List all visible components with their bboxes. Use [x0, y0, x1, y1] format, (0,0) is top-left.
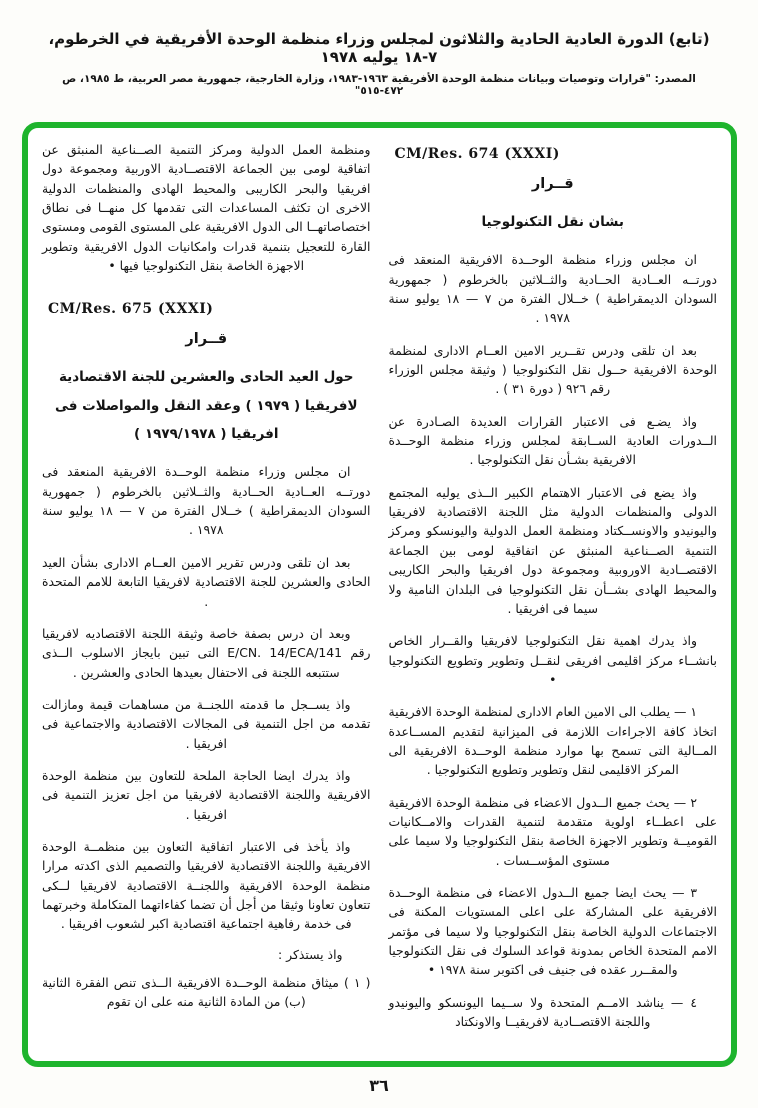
- session-title: (تابع) الدورة العادية الحادية والثلاثون لمجلس وزراء منظمة الوحدة الأفريقية في الخرطوم، ٧-١٨ يوليه ١٩٧٨: [48, 30, 710, 66]
- scanned-document-page: [0, 30, 758, 1108]
- recall-item-1: ( ١ ) ميثاق منظمة الوحــدة الافريقية الــذى تنص الفقرة الثانية (ب) من المادة الثانية منه على ان تقوم: [42, 974, 371, 1009]
- resolution-674-heading: قــرار: [531, 176, 574, 192]
- resolution-674-title: بشان نقل التكنولوجيا: [481, 214, 624, 230]
- paragraph: وبعد ان درس بصفة خاصة وثيقة اللجنة الاقتصاديه لافريقيا رقم E/CN. 14/ECA/141 التى تبين بايجاز الاسلوب الــذى ستتبعه اللجنة فى الاحتفال بعيدها الحادى والعشرين .: [42, 625, 371, 680]
- document-green-frame: [22, 122, 737, 1067]
- paragraph-continuation: ومنظمة العمل الدولية ومركز التنمية الصــناعية المنبثق عن اتفاقية لومى بين الجماعة الاقتصــادية الاوربية ومجموعة دول افريقيا والبحر الكاريبى والمحيط الهادى والمنظمات الدولية الاخرى ان تكثف المساعدات التى تقدمها كل منهــا فى نطاق اختصاصاتهــا الى الدول الافريقية على المستوى القومى ومستوى القارة للتعجيل بتنمية قدرات وامكانيات الدول الافريقية وتطوير الاجهزة الخاصة بنقل التكنولوجيا فيها •: [41, 142, 371, 274]
- column-right-res674: [389, 140, 718, 1049]
- page-number: ٣٦: [369, 1076, 389, 1095]
- recall-label: واذ يستذكر :: [278, 946, 343, 962]
- source-citation: المصدر: "قرارات وتوصيات وبيانات منظمة الوحدة الأفريقية ١٩٦٣-١٩٨٣، وزارة الخارجية، جمهورية مصر العربية، ط ١٩٨٥، ص ٤٧٢-٥١٥": [62, 73, 696, 97]
- paragraph: واذ يدرك اهمية نقل التكنولوجيا لافريقيا والقــرار الخاص بانشــاء مركز اقليمى افريقى لنقــل وتطوير وتطويع التكنولوجيا •: [388, 633, 717, 687]
- paragraph: بعد ان تلقى ودرس تقرير الامين العــام الادارى بشأن العيد الحادى والعشرين للجنة الاقتصادية لافريقيا التابعة للامم المتحدة .: [42, 554, 371, 609]
- paragraph: واذ يســجل ما قدمته اللجنــة من مساهمات قيمة ومازالت تقدمه من اجل التنمية فى المجالات الاقتصادية والاجتماعية فى افريقيا .: [42, 696, 371, 751]
- paragraph-operative-4: ٤ — يناشد الامــم المتحدة ولا ســيما اليونسكو واليونيدو واللجنة الاقتصــادية لافريقيــا والاونكتاد: [388, 994, 697, 1030]
- paragraph: واذ يأخذ فى الاعتبار اتفاقية التعاون بين منظمــة الوحدة الافريقية واللجنة الاقتصادية لافريقيا والتصميم الذى اكدته مرارا منظمة الوحدة الافريقية واللجنــة الاقتصادية لافريقيا لــكى تتعاون تعاونا وثيقا من أجل أن تضما كفاءاتهما المتكاملة وخبرتهما فى خدمة رفاهية اجتماعية اقتصادية اكبر لشعوب افريقيا .: [42, 838, 371, 932]
- paragraph: واذ يدرك ايضا الحاجة الملحة للتعاون بين منظمة الوحدة الافريقية واللجنة الاقتصادية لافريقيا من اجل تعزيز التنمية فى افريقيا .: [42, 767, 371, 822]
- column-left-res675: [42, 140, 371, 1049]
- resolution-675-ref: CM/Res. 675 (XXXI): [48, 301, 214, 318]
- two-column-layout: [28, 128, 731, 1061]
- paragraph: بعد ان تلقى ودرس تقــرير الامين العــام الادارى لمنظمة الوحدة الافريقية حــول نقل التكنولوجيا ( وثيقة مجلس الوزراء رقم ٩٢٦ ( دورة ٣١ ) .: [388, 342, 717, 397]
- paragraph-operative-1: ١ — يطلب الى الامين العام الادارى لمنظمة الوحدة الافريقية اتخاذ كافة الاجراءات اللازمة فى الميزانية لتقديم المســاعدة المــالية التى تسمح بها موارد منظمة الوحــدة الافريقية الى المركز الاقليمى لنقل وتطوير وتطويع التكنولوجيا .: [388, 704, 717, 778]
- paragraph: واذ يضع فى الاعتبار الاهتمام الكبير الــذى يوليه المجتمع الدولى والمنظمات الدولية مثل اللجنة الاقتصادية لافريقيا واليونيدو والاونســكتاد ومنظمة العمل الدولية واليونسكو ومركز التنمية الصــناعية المنبثق عن اتفاقية لومى بين الجماعة الاقتصــادية الاوروبية ومجموعة دول افريقيا والبحر الكاريبى والمحيط الهادى بشــأن نقل التكنولوجيا فى البلدان النامية ولا سيما فى افريقيا .: [388, 484, 717, 616]
- paragraph: واذ يضـع فى الاعتبار القرارات العديدة الصـادرة عن الــدورات العادية الســابقة لمجلس وزراء منظمة الوحــدة الافريقية بشـأن نقل التكنولوجيا .: [388, 413, 717, 468]
- paragraph-operative-3: ٣ — يحث ايضا جميع الــدول الاعضاء فى منظمة الوحــدة الافريقية على المشاركة على اعلى المستويات المكنة فى الاجتماعات الدولية الخاصة بنقل التكنولوجيا ولا سيما فى مؤتمر الامم المتحدة الخاص بمدونة قواعد السلوك فى نقل التكنولوجيا والمقــرر عقده فى جنيف فى اكتوبر سنة ١٩٧٨ •: [388, 884, 717, 978]
- paragraph: ان مجلس وزراء منظمة الوحــدة الافريقية المنعقد فى دورتــه العــادية الحــادية والثــلاثين بالخرطوم ( جمهورية السودان الديمقراطية ) خــلال الفترة من ٧ — ١٨ يوليو سنة ١٩٧٨ .: [42, 464, 371, 538]
- resolution-674-ref: CM/Res. 674 (XXXI): [394, 146, 560, 162]
- paragraph-operative-2: ٢ — يحث جميع الــدول الاعضاء فى منظمة الوحدة الافريقية على اعطــاء اولوية متقدمة لتنمية القدرات والامــكانيات القوميــة وتطوير الاجهزة الخاصة بنقل التكنولوجيا ولا سيما على مستوى المؤســسات .: [388, 794, 717, 868]
- resolution-675-title: حول العيد الحادى والعشرين للجنة الاقتصادية لافريقيا ( ١٩٧٩ ) وعقد النقل والمواصلات فى افريقيا ( ١٩٧٩/١٩٧٨ ): [54, 369, 358, 443]
- page-header: [0, 30, 758, 97]
- paragraph: ان مجلس وزراء منظمة الوحــدة الافريقية المنعقد فى دورتــه العــادية الحــادية والثــلاثين بالخرطوم ( جمهورية السودان الديمقراطية ) خــلال الفترة من ٧ — ١٨ يوليو سنة ١٩٧٨ .: [388, 252, 717, 326]
- resolution-675-heading: قــرار: [185, 331, 228, 348]
